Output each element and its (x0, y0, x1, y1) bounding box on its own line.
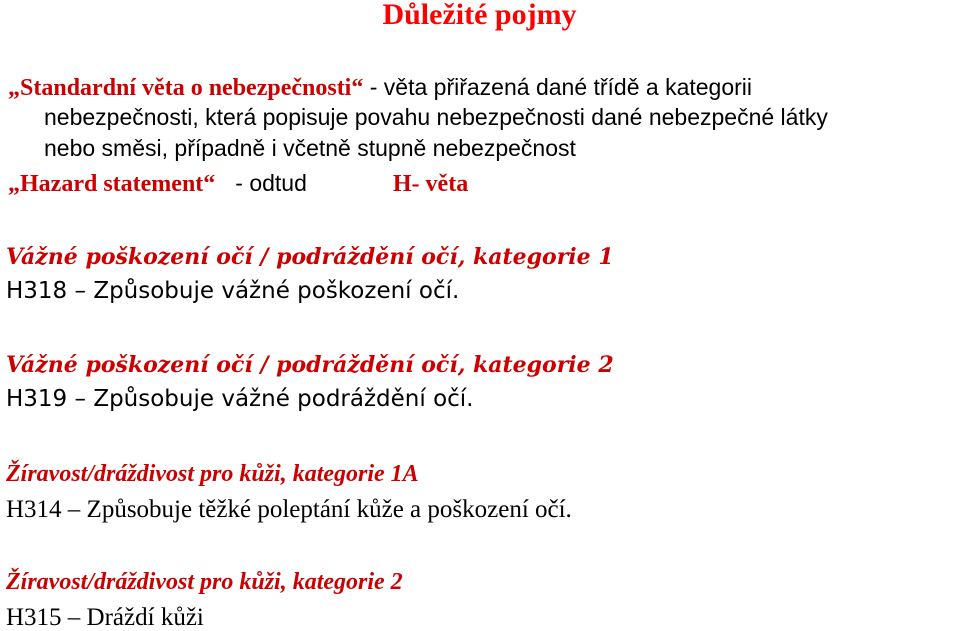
category-heading: Žíravost/dráždivost pro kůži, kategorie 2 (6, 569, 403, 595)
hazard-h-veta: H- věta (392, 171, 469, 197)
hazard-odtud: - odtud (235, 170, 307, 196)
hazard-line (8, 172, 468, 196)
definition-line-1 (8, 76, 752, 100)
hazard-term: „Hazard statement“ (8, 171, 216, 197)
hazard-statement: H319 – Způsobuje vážné podráždění očí. (6, 386, 474, 412)
category-heading: Vážné poškození očí / podráždění očí, kategorie 1 (6, 244, 614, 270)
definition-term: „Standardní věta o nebezpečnosti“ (8, 75, 364, 101)
definition-text-1: - věta přiřazená dané třídě a kategorii (363, 74, 753, 100)
definition-line-2: nebezpečnosti, která popisuje povahu nebezpečnosti dané nebezpečné látky (44, 104, 828, 130)
page-title: Důležité pojmy (382, 0, 577, 31)
category-heading: Vážné poškození očí / podráždění očí, kategorie 2 (6, 352, 614, 378)
hazard-statement: H314 – Způsobuje těžké poleptání kůže a poškození očí. (6, 496, 572, 523)
hazard-statement: H315 – Dráždí kůži (6, 604, 204, 631)
hazard-statement: H318 – Způsobuje vážné poškození očí. (6, 278, 460, 304)
category-heading: Žíravost/dráždivost pro kůži, kategorie 1A (6, 461, 419, 487)
definition-line-3: nebo směsi, případně i včetně stupně nebezpečnost (44, 135, 576, 161)
